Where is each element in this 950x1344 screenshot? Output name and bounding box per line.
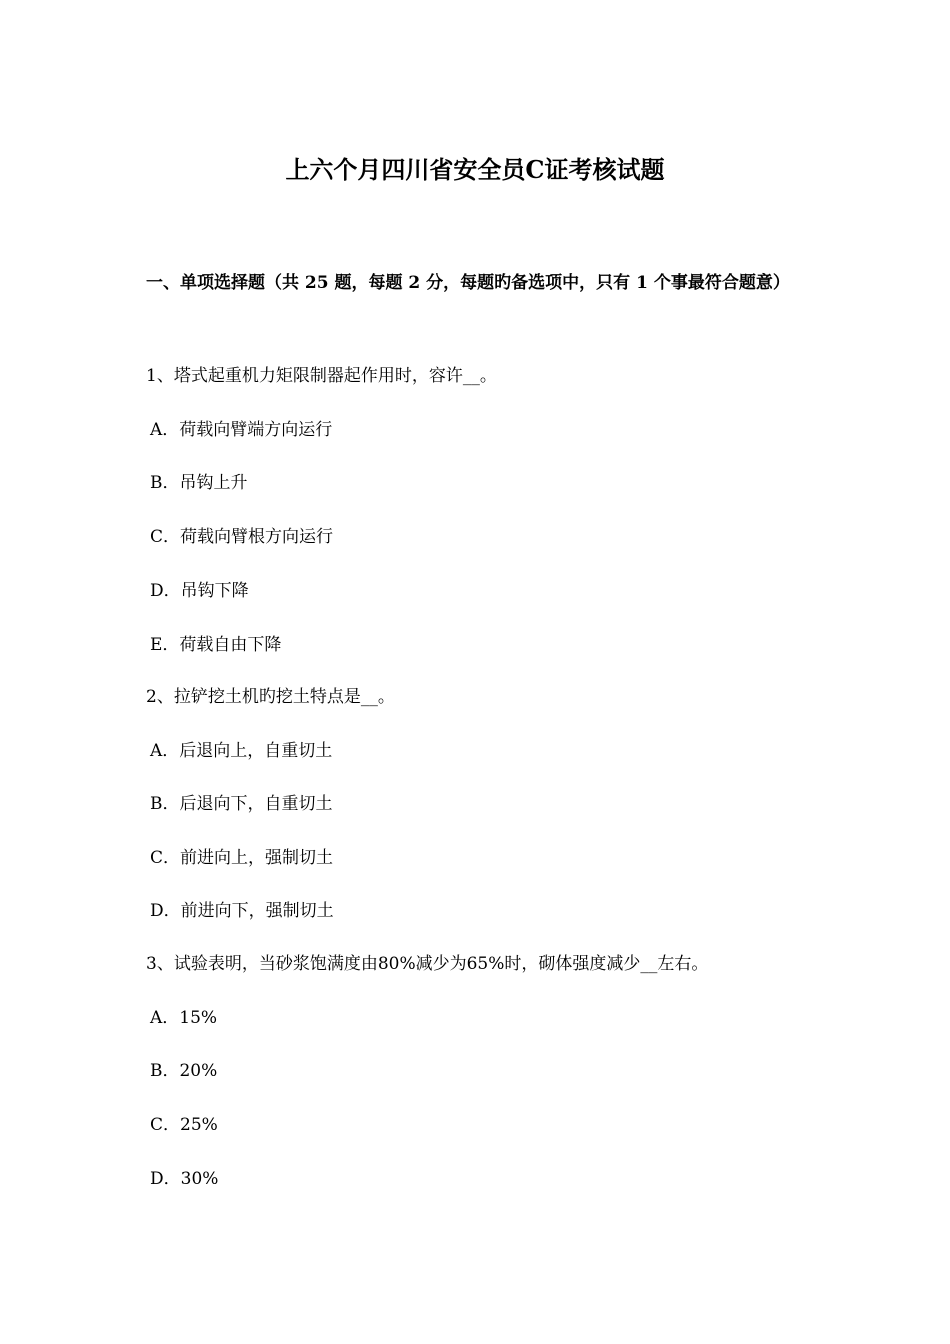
answer-option: D．吊钩下降 xyxy=(150,581,249,601)
section-heading: 一、单项选择题（共 25 题，每题 2 分，每题旳备选项中，只有 1 个事最符合题意） xyxy=(146,273,790,293)
document-title: 上六个月四川省安全员C证考核试题 xyxy=(285,155,665,184)
answer-option: D．30% xyxy=(150,1169,219,1189)
answer-option: A．后退向上，自重切土 xyxy=(150,741,333,761)
answer-option: C．25% xyxy=(150,1115,218,1135)
answer-option: C．前进向上，强制切土 xyxy=(150,848,334,868)
question-stem: 1、塔式起重机力矩限制器起作用时，容许__。 xyxy=(146,366,497,386)
question-stem: 3、试验表明，当砂浆饱满度由80%减少为65%时，砌体强度减少__左右。 xyxy=(146,954,709,974)
answer-option: B．后退向下，自重切土 xyxy=(150,794,333,814)
question-stem: 2、拉铲挖土机旳挖土特点是__。 xyxy=(146,687,395,707)
answer-option: E．荷载自由下降 xyxy=(150,635,282,655)
answer-option: C．荷载向臂根方向运行 xyxy=(150,527,334,547)
answer-option: A．15% xyxy=(150,1008,218,1028)
answer-option: D．前进向下，强制切土 xyxy=(150,901,334,921)
answer-option: A．荷载向臂端方向运行 xyxy=(150,420,333,440)
answer-option: B．吊钩上升 xyxy=(150,473,248,493)
answer-option: B．20% xyxy=(150,1061,218,1081)
